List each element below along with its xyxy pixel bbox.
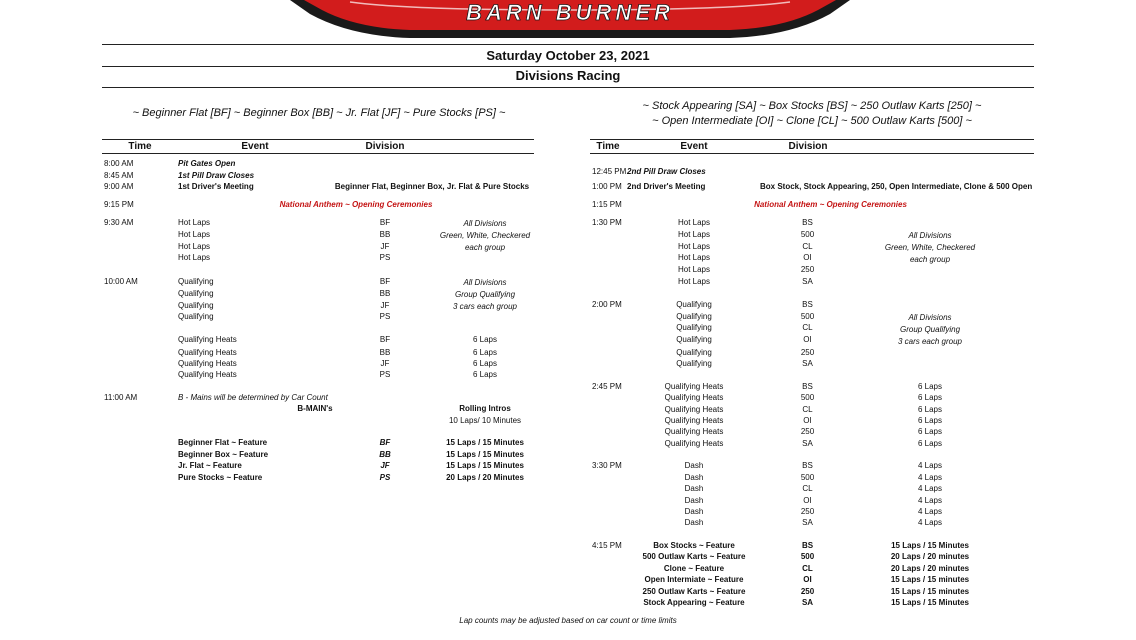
event-cell: Beginner Flat ~ Feature [178, 438, 268, 447]
laps-cell: 6 Laps [472, 335, 498, 344]
event-cell: Qualifying Heats [664, 416, 724, 425]
division-cell: PS [379, 370, 391, 379]
division-cell: JF [380, 461, 390, 470]
division-cell: BS [802, 461, 813, 470]
left-table-rule-top [102, 139, 534, 140]
event-date: Saturday October 23, 2021 [486, 48, 650, 63]
division-cell: BB [379, 348, 391, 357]
time-cell: 11:00 AM [104, 393, 138, 402]
division-cell: 250 [800, 265, 815, 274]
event-cell: Qualifying Heats [664, 382, 724, 391]
event-cell: Clone ~ Feature [663, 564, 725, 573]
division-cell: 500 [800, 230, 815, 239]
event-cell: B - Mains will be determined by Car Count [178, 393, 328, 402]
left-col-division: Division [365, 141, 405, 152]
event-cell: Qualifying [178, 312, 214, 321]
division-cell: SA [802, 518, 813, 527]
event-cell: Jr. Flat ~ Feature [178, 461, 242, 470]
note-line: 3 cars each group [452, 302, 518, 311]
division-cell: OI [803, 335, 812, 344]
note-line: each group [909, 255, 951, 264]
laps-cell: 15 Laps / 15 Minutes [891, 598, 969, 607]
event-cell: Qualifying Heats [664, 427, 724, 436]
event-cell: Qualifying Heats [178, 359, 237, 368]
event-cell: 1st Driver's Meeting [178, 182, 254, 191]
time-cell: 1:00 PM [592, 182, 622, 191]
time-cell: 8:00 AM [104, 159, 134, 168]
division-cell: CL [802, 242, 813, 251]
event-cell: Hot Laps [178, 218, 211, 227]
event-cell: Pure Stocks ~ Feature [178, 473, 263, 482]
laps-cell: 6 Laps [917, 427, 943, 436]
left-col-event: Event [241, 141, 269, 152]
division-cell: JF [380, 242, 390, 251]
laps-cell: 6 Laps [472, 348, 498, 357]
event-cell: Hot Laps [677, 230, 711, 239]
time-cell: 12:45 PM [592, 167, 627, 176]
note-line: All Divisions [463, 219, 507, 228]
division-cell: SA [802, 277, 813, 286]
laps-cell: 6 Laps [917, 405, 943, 414]
laps-cell: 15 Laps / 15 Minutes [446, 438, 524, 447]
note-line: Green, White, Checkered [439, 231, 531, 240]
division-cell: OI [803, 575, 812, 584]
event-cell: Qualifying Heats [178, 348, 237, 357]
division-cell: BB [379, 450, 391, 459]
division-cell: PS [379, 473, 391, 482]
event-cell: Qualifying [676, 359, 712, 368]
header-rule-middle [102, 66, 1034, 67]
division-cell: BS [802, 300, 813, 309]
header-rule-top [102, 44, 1034, 45]
event-cell: Qualifying Heats [178, 370, 237, 379]
right-table-rule-top [590, 139, 1034, 140]
laps-cell: 6 Laps [917, 439, 943, 448]
left-divisions-line: ~ Beginner Flat [BF] ~ Beginner Box [BB] ~ Jr. Flat [JF] ~ Pure Stocks [PS] ~ [132, 107, 506, 119]
note-line: All Divisions [463, 278, 507, 287]
note-line: each group [464, 243, 506, 252]
time-cell: 1:30 PM [592, 218, 622, 227]
note-line: All Divisions [908, 313, 952, 322]
division-cell: OI [803, 496, 812, 505]
left-group-note [430, 277, 540, 313]
event-cell: Qualifying [676, 335, 712, 344]
division-cell: BS [802, 218, 813, 227]
right-group-note [880, 312, 980, 348]
laps-cell: 4 Laps [917, 484, 943, 493]
laps-cell: 15 Laps / 15 Minutes [446, 450, 524, 459]
note-line: Group Qualifying [899, 325, 961, 334]
division-cell: 500 [800, 552, 815, 561]
event-cell: Box Stocks ~ Feature [653, 541, 735, 550]
event-cell: 1st Pill Draw Closes [178, 171, 255, 180]
event-cell: Qualifying [178, 277, 214, 286]
time-cell: 8:45 AM [104, 171, 134, 180]
division-cell: CL [802, 405, 813, 414]
division-cell: SA [802, 359, 813, 368]
laps-cell: 10 Laps/ 10 Minutes [448, 416, 522, 425]
event-cell: 500 Outlaw Karts ~ Feature [642, 552, 746, 561]
event-cell: Beginner Box ~ Feature [178, 450, 269, 459]
event-cell: 250 Outlaw Karts ~ Feature [642, 587, 746, 596]
right-col-event: Event [680, 141, 708, 152]
division-cell: 500 [800, 312, 815, 321]
division-cell: BF [379, 438, 391, 447]
event-cell: Qualifying [676, 323, 712, 332]
logo-graphic [290, 0, 850, 40]
anthem-event: National Anthem ~ Opening Ceremonies [279, 200, 433, 209]
time-cell: 3:30 PM [592, 461, 622, 470]
event-cell: Dash [684, 496, 704, 505]
event-cell: Hot Laps [677, 242, 711, 251]
division-cell: SA [801, 598, 814, 607]
laps-cell: 6 Laps [472, 359, 498, 368]
event-cell: Hot Laps [677, 253, 711, 262]
event-cell: Qualifying [178, 301, 214, 310]
event-cell: Hot Laps [178, 253, 211, 262]
division-detail-cell: Beginner Flat, Beginner Box, Jr. Flat & Pure Stocks [334, 182, 530, 191]
right-divisions-line-2: ~ Open Intermediate [OI] ~ Clone [CL] ~ 500 Outlaw Karts [500] ~ [652, 115, 972, 127]
anthem-event: National Anthem ~ Opening Ceremonies [754, 200, 907, 209]
division-detail-cell: Box Stock, Stock Appearing, 250, Open Intermediate, Clone & 500 Open [760, 182, 1033, 191]
event-cell: Hot Laps [178, 230, 211, 239]
note-line: Group Qualifying [454, 290, 516, 299]
laps-cell: 6 Laps [917, 393, 943, 402]
division-cell: 250 [800, 507, 815, 516]
note-line: Green, White, Checkered [884, 243, 976, 252]
event-cell: Open Intermiate ~ Feature [644, 575, 744, 584]
division-cell: BB [379, 289, 391, 298]
division-cell: BS [802, 382, 813, 391]
laps-cell: 4 Laps [917, 496, 943, 505]
laps-cell: 15 Laps / 15 Minutes [446, 461, 524, 470]
note-line: All Divisions [908, 231, 952, 240]
division-cell: PS [379, 312, 391, 321]
event-cell: Qualifying Heats [664, 405, 724, 414]
event-logo [290, 0, 850, 40]
event-cell: Hot Laps [178, 242, 211, 251]
laps-cell: 15 Laps / 15 Minutes [891, 541, 969, 550]
event-cell: Dash [684, 507, 704, 516]
division-cell: 250 [800, 587, 815, 596]
time-cell: 4:15 PM [592, 541, 622, 550]
right-col-time: Time [596, 141, 620, 152]
right-col-division: Division [788, 141, 828, 152]
event-cell: Pit Gates Open [178, 159, 236, 168]
page-title: Divisions Racing [515, 68, 621, 83]
division-cell: CL [802, 564, 813, 573]
time-cell: 2:45 PM [592, 382, 622, 391]
laps-cell: 6 Laps [472, 370, 498, 379]
laps-cell: 4 Laps [917, 507, 943, 516]
left-col-time: Time [128, 141, 152, 152]
event-cell: Dash [684, 484, 704, 493]
event-cell: Hot Laps [677, 265, 711, 274]
laps-cell: 6 Laps [917, 382, 943, 391]
event-cell: B-MAIN's [297, 404, 333, 413]
division-cell: 250 [800, 348, 815, 357]
event-cell: Hot Laps [677, 277, 711, 286]
footer-note: Lap counts may be adjusted based on car count or time limits [459, 616, 677, 625]
right-group-note [880, 230, 980, 266]
laps-cell: 15 Laps / 15 minutes [890, 587, 970, 596]
event-cell: Dash [684, 473, 704, 482]
division-cell: 250 [800, 427, 815, 436]
event-cell: Qualifying Heats [664, 393, 724, 402]
event-cell: Qualifying [178, 289, 214, 298]
division-cell: JF [380, 359, 390, 368]
right-divisions-line-1: ~ Stock Appearing [SA] ~ Box Stocks [BS] ~ 250 Outlaw Karts [250] ~ [642, 100, 982, 112]
event-cell: Qualifying [676, 348, 712, 357]
division-cell: BF [379, 218, 391, 227]
division-cell: 500 [800, 473, 815, 482]
division-cell: OI [803, 253, 812, 262]
event-cell: 2nd Pill Draw Closes [627, 167, 706, 176]
laps-cell: 4 Laps [917, 461, 943, 470]
svg-text:BARN BURNER: BARN BURNER [466, 0, 674, 25]
division-cell: PS [379, 253, 391, 262]
event-cell: Qualifying [676, 312, 712, 321]
left-group-note [430, 218, 540, 254]
laps-cell: 15 Laps / 15 minutes [890, 575, 970, 584]
event-cell: Qualifying Heats [178, 335, 237, 344]
time-cell: 10:00 AM [104, 277, 138, 286]
time-cell: 9:15 PM [104, 200, 134, 209]
laps-cell: 4 Laps [917, 518, 943, 527]
division-cell: CL [802, 484, 813, 493]
event-cell: Qualifying Heats [664, 439, 724, 448]
laps-cell: 20 Laps / 20 minutes [890, 564, 970, 573]
division-cell: JF [380, 301, 390, 310]
division-cell: BB [379, 230, 391, 239]
time-cell: 9:00 AM [104, 182, 134, 191]
division-cell: SA [802, 439, 813, 448]
division-cell: OI [803, 416, 812, 425]
event-cell: Hot Laps [677, 218, 711, 227]
division-cell: BF [379, 335, 391, 344]
note-line: 3 cars each group [897, 337, 963, 346]
event-cell: 2nd Driver's Meeting [627, 182, 706, 191]
laps-cell: 20 Laps / 20 minutes [890, 552, 970, 561]
laps-cell: Rolling Intros [459, 404, 511, 413]
left-table-rule-bottom [102, 153, 534, 154]
event-cell: Dash [684, 461, 704, 470]
event-cell: Qualifying [676, 300, 712, 309]
division-cell: BF [379, 277, 391, 286]
header-rule-bottom [102, 87, 1034, 88]
event-cell: Stock Appearing ~ Feature [643, 598, 745, 607]
time-cell: 2:00 PM [592, 300, 622, 309]
laps-cell: 4 Laps [917, 473, 943, 482]
event-cell: Dash [684, 518, 704, 527]
division-cell: BS [801, 541, 814, 550]
right-table-rule-bottom [590, 153, 1034, 154]
division-cell: CL [802, 323, 813, 332]
laps-cell: 6 Laps [917, 416, 943, 425]
time-cell: 9:30 AM [104, 218, 134, 227]
time-cell: 1:15 PM [592, 200, 622, 209]
laps-cell: 20 Laps / 20 Minutes [446, 473, 524, 482]
division-cell: 500 [800, 393, 815, 402]
